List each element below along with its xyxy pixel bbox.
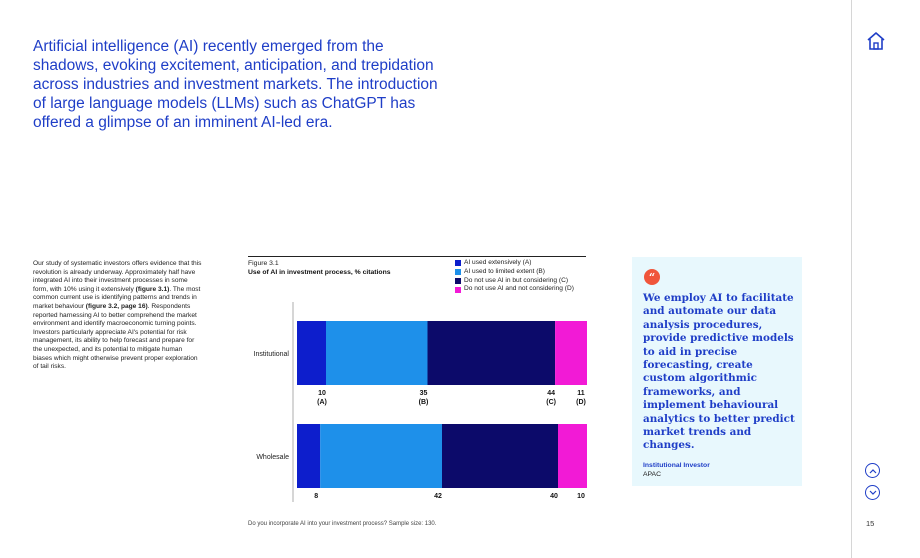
legend-label: AI used extensively (A): [464, 259, 532, 266]
home-icon: [866, 31, 886, 51]
series-code-label: (B): [418, 399, 429, 406]
bar-segment: [326, 321, 428, 385]
legend-swatch-a: [455, 260, 461, 266]
category-label: Wholesale: [256, 454, 289, 461]
quote-panel: [632, 257, 802, 486]
data-label: 10: [577, 493, 585, 500]
series-code-label: (C): [546, 399, 556, 406]
data-label: 8: [314, 493, 319, 500]
quote-text: We employ AI to facilitate and automate our data analysis procedures, provide predictive models to aid in precise forecasting, create custom algorithmic frameworks, and implement behavioural analytics to better predict market trends and changes.: [643, 292, 795, 452]
series-code-label: (D): [576, 399, 586, 406]
body-paragraph: [33, 260, 203, 372]
data-label: 10: [318, 390, 326, 397]
data-label: 44: [547, 390, 555, 397]
body-text-part: . The most common current use is identifying patterns and trends in market behaviour: [33, 285, 201, 310]
legend-item: [455, 277, 574, 286]
figure-label: Figure 3.1: [248, 260, 279, 267]
sidebar-divider: [851, 0, 852, 558]
quote-source: Institutional Investor: [643, 462, 710, 469]
legend-item: [455, 285, 574, 294]
chart-canvas: [248, 296, 593, 506]
series-code-label: (A): [317, 399, 327, 406]
chevron-down-icon: [869, 490, 877, 496]
data-label: 11: [577, 390, 585, 397]
legend-item: [455, 259, 574, 268]
next-page-button[interactable]: [865, 485, 880, 500]
legend-label: Do not use AI in but considering (C): [464, 276, 569, 284]
chart-legend: [455, 259, 574, 294]
figure-reference-link: (figure 3.2, page 16): [85, 302, 148, 310]
figure-footnote: Do you incorporate AI into your investment process? Sample size: 130.: [248, 521, 437, 527]
legend-swatch-c: [455, 278, 461, 284]
bar-segment: [428, 321, 556, 385]
bar-segment: [558, 424, 587, 488]
bar-segment: [297, 321, 326, 385]
figure-top-rule: [248, 256, 586, 257]
figure-title: Use of AI in investment process, % citations: [248, 269, 391, 276]
bar-segment: [555, 321, 587, 385]
page-number: 15: [866, 519, 875, 528]
data-label: 42: [434, 493, 442, 500]
stacked-bar-chart: [248, 296, 593, 506]
data-label: 35: [419, 390, 428, 397]
legend-swatch-d: [455, 287, 461, 293]
bar-segment: [297, 424, 320, 488]
quote-mark-icon: “: [644, 269, 660, 285]
figure-reference-link: (figure 3.1): [135, 285, 170, 293]
data-label: 40: [550, 493, 558, 500]
home-button[interactable]: [866, 31, 886, 51]
legend-swatch-b: [455, 269, 461, 275]
chevron-up-icon: [869, 468, 877, 474]
bar-segment: [442, 424, 558, 488]
category-label: Institutional: [253, 351, 289, 358]
legend-label: Do not use AI and not considering (D): [464, 285, 574, 293]
body-text-part: . Respondents reported harnessing AI to better comprehend the market environment and identify macroeconomic turning points. Investors particularly appreciate AI's potential for risk management, its ability to help forecast and prepare for the unexpected, and its potential to mitigate human biases which might otherwise prevent proper exploration of tail risks.: [33, 302, 198, 371]
bar-segment: [320, 424, 442, 488]
intro-heading: Artificial intelligence (AI) recently emerged from the shadows, evoking excitement, anticipation, and trepidation across industries and investment markets. The introduction of large language models (LLMs) such as ChatGPT has offered a glimpse of an imminent AI-led era.: [33, 38, 438, 131]
body-text-part: Our study of systematic investors offers evidence that this revolution is already underway. Approximately half have integrated AI into their investment processes in some form, with 10% using it extensively: [33, 260, 202, 293]
legend-item: [455, 268, 574, 277]
legend-label: AI used to limited extent (B): [464, 267, 545, 275]
quote-region: APAC: [643, 471, 662, 478]
previous-page-button[interactable]: [865, 463, 880, 478]
